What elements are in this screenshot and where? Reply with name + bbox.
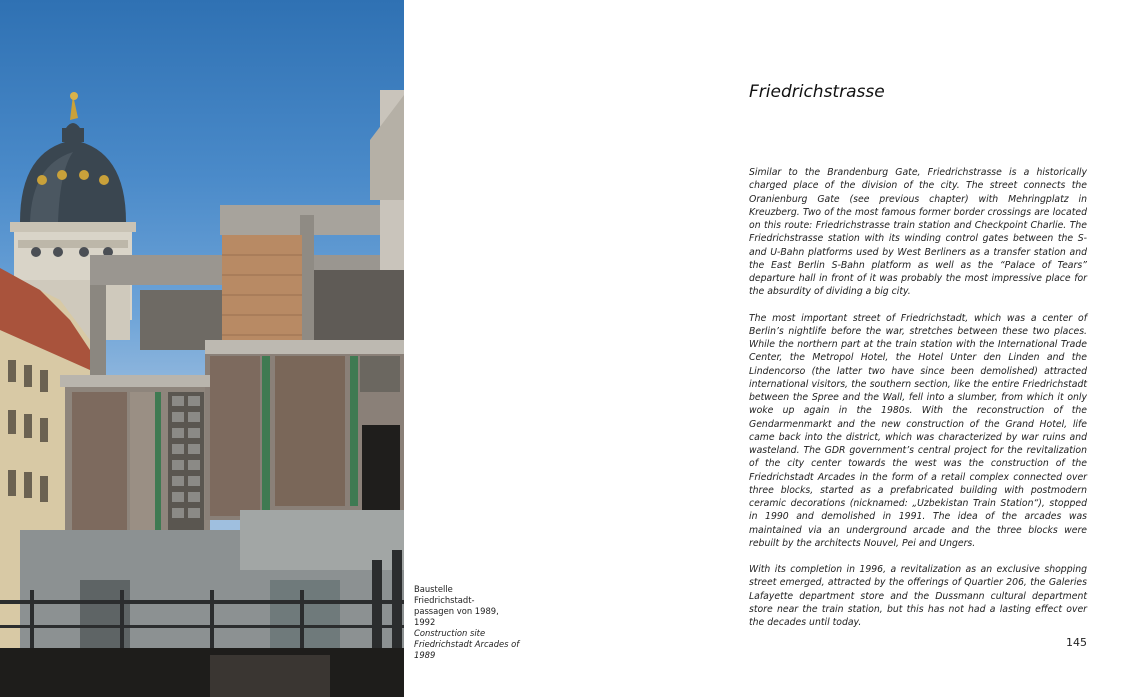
photo-caption-german: Baustelle Friedrichstadt-passagen von 1989, 1992 xyxy=(414,584,499,627)
article-paragraph: With its completion in 1996, a revitalization as an exclusive shopping street emerged, attracted by the offerings of Quartier 206, the Galeries Lafayette department store and the Dussmann cultural department store near the train station, but this has not had a lasting effect over the decades until today. xyxy=(749,564,1087,628)
article-paragraph: Similar to the Brandenburg Gate, Friedrichstrasse is a historically charged place of the division of the city. The street connects the Oranienburg Gate (see previous chapter) with Mehringplatz in Kreuzberg. Two of the most famous former border crossings are located on this route: Friedrichstrasse train station and Checkpoint Charlie. The Friedrichstrasse station with its winding control gates between the S- and U-Bahn platforms used by West Berliners as a transfer station and the East Berlin S-Bahn platform as well as the “Palace of Tears” departure hall in front of it was probably the most impressive place for the absurdity of dividing a big city. xyxy=(749,167,1087,298)
construction-ground xyxy=(0,510,404,697)
photo-illustration xyxy=(0,0,404,697)
article-title: Friedrichstrasse xyxy=(749,82,885,102)
article-body xyxy=(749,166,1087,642)
article-paragraph: The most important street of Friedrichstadt, which was a center of Berlin’s nightlife before the war, stretches between these two places. While the northern part at the train station with the International Trade Center, the Metropol Hotel, the Hotel Unter den Linden and the Lindencorso (the latter two have since been demolished) attracted international visitors, the southern section, like the entire Friedrichstadt between the Spree and the Wall, fell into a slumber, from which it only woke up again in the 1980s. With the reconstruction of the Gendarmenmarkt and the new construction of the Grand Hotel, life came back into the district, which was characterized by war ruins and wasteland. The GDR government’s central project for the revitalization of the city center towards the west was the construction of the Friedrichstadt Arcades in the form of a retail complex connected over three blocks, started as a prefabricated building with postmodern ceramic decorations (nicknamed: „Uzbekistan Train Station“), stopped in 1990 and demolished in 1991. The idea of the arcades was maintained via an underground arcade and the three blocks were rebuilt by the architects Nouvel, Pei and Ungers. xyxy=(749,312,1087,549)
page-number: 145 xyxy=(1066,636,1087,649)
photo-caption-english: Construction site Friedrichstadt Arcades of 1989 xyxy=(414,628,520,660)
construction-site-photo xyxy=(0,0,404,697)
arcade-facade xyxy=(60,340,404,535)
